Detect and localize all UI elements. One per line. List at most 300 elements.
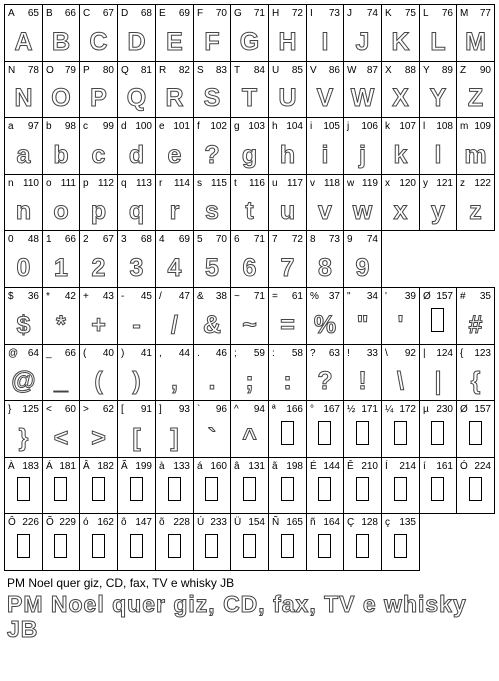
glyph-cell <box>381 400 420 458</box>
cell-char-label: " <box>347 291 351 302</box>
cell-char-label: > <box>83 404 89 415</box>
cell-char-label: u <box>272 178 278 189</box>
glyph-cell <box>4 174 43 231</box>
cell-char-label: y <box>423 178 428 189</box>
cell-code-label: 96 <box>215 404 227 415</box>
cell-char-label: 3 <box>121 234 127 245</box>
glyph-preview: y <box>431 197 445 225</box>
glyph-preview: z <box>469 197 482 225</box>
cell-code-label: 74 <box>366 234 378 245</box>
glyph-preview: ( <box>94 367 103 395</box>
glyph-cell <box>306 287 344 345</box>
glyph-preview: ? <box>204 141 220 169</box>
cell-code-label: 102 <box>210 121 227 132</box>
missing-glyph-box-icon <box>281 421 294 445</box>
cell-code-label: 59 <box>253 348 265 359</box>
cell-char-label: ° <box>310 404 314 415</box>
glyph-cell <box>456 174 495 231</box>
missing-glyph-box-icon <box>356 477 369 501</box>
cell-char-label: Ñ <box>272 517 280 528</box>
glyph-cell <box>419 344 457 401</box>
cell-char-label: L <box>423 8 429 19</box>
cell-char-label: ` <box>197 404 201 415</box>
cell-char-label: b <box>46 121 52 132</box>
glyph-preview: ) <box>132 367 141 395</box>
glyph-cell <box>419 117 457 175</box>
cell-char-label: ' <box>385 291 387 302</box>
glyph-cell <box>230 61 269 118</box>
cell-code-label: 33 <box>366 348 378 359</box>
glyph-cell <box>117 4 156 62</box>
glyph-preview: K <box>391 28 410 56</box>
cell-code-label: 182 <box>97 461 114 472</box>
cell-code-label: 135 <box>399 517 416 528</box>
glyph-cell <box>306 117 344 175</box>
cell-char-label: Ô <box>8 517 16 528</box>
cell-code-label: 147 <box>135 517 152 528</box>
cell-char-label: # <box>460 291 466 302</box>
glyph-cell <box>42 457 80 514</box>
glyph-cell <box>381 457 420 514</box>
glyph-cell <box>230 287 269 345</box>
glyph-cell <box>79 117 118 175</box>
missing-glyph-box-icon <box>318 477 331 501</box>
glyph-preview: s <box>205 197 219 225</box>
cell-char-label: M <box>460 8 469 19</box>
cell-char-label: a <box>8 121 14 132</box>
cell-code-label: 69 <box>178 8 190 19</box>
glyph-preview: Z <box>467 84 484 112</box>
missing-glyph-box-icon <box>469 421 482 445</box>
glyph-cell <box>419 61 457 118</box>
glyph-preview: } <box>18 424 29 452</box>
cell-char-label: v <box>310 178 315 189</box>
glyph-cell <box>79 287 118 345</box>
missing-glyph-box-icon <box>318 421 331 445</box>
missing-glyph-box-icon <box>394 477 407 501</box>
glyph-preview: k <box>393 141 408 169</box>
cell-char-label: H <box>272 8 280 19</box>
glyph-preview: m <box>464 141 487 169</box>
cell-char-label: À <box>8 461 15 472</box>
glyph-cell <box>79 61 118 118</box>
cell-char-label: 1 <box>46 234 52 245</box>
glyph-preview: ! <box>358 367 367 395</box>
cell-char-label: S <box>197 65 204 76</box>
glyph-cell <box>193 117 231 175</box>
cell-code-label: 66 <box>64 348 76 359</box>
glyph-cell <box>381 287 420 345</box>
cell-code-label: 86 <box>328 65 340 76</box>
cell-char-label: à <box>159 461 165 472</box>
glyph-cell <box>117 400 156 458</box>
glyph-preview: 6 <box>242 254 257 282</box>
cell-char-label: 7 <box>272 234 278 245</box>
cell-code-label: 35 <box>479 291 491 302</box>
glyph-cell <box>268 117 307 175</box>
glyph-cell <box>42 287 80 345</box>
cell-code-label: 61 <box>291 291 303 302</box>
glyph-cell <box>381 117 420 175</box>
glyph-preview: i <box>321 141 329 169</box>
cell-code-label: 123 <box>474 348 491 359</box>
cell-code-label: 64 <box>27 348 39 359</box>
cell-char-label: | <box>423 348 426 359</box>
glyph-preview: b <box>53 141 69 169</box>
glyph-cell <box>79 457 118 514</box>
glyph-cell <box>419 174 457 231</box>
cell-code-label: 117 <box>287 178 303 189</box>
cell-char-label: É <box>310 461 317 472</box>
cell-char-label: [ <box>121 404 124 415</box>
cell-char-label: \ <box>385 348 388 359</box>
glyph-cell <box>381 174 420 231</box>
cell-char-label: Ø <box>423 291 431 302</box>
missing-glyph-box-icon <box>54 534 67 558</box>
glyph-preview: o <box>53 197 69 225</box>
glyph-preview: h <box>279 141 296 169</box>
glyph-preview: ; <box>245 367 254 395</box>
glyph-preview: & <box>202 311 222 339</box>
glyph-preview: ' <box>397 311 404 339</box>
cell-code-label: 70 <box>215 8 227 19</box>
glyph-cell <box>155 344 194 401</box>
cell-char-label: N <box>8 65 16 76</box>
glyph-cell <box>4 344 43 401</box>
glyph-cell <box>42 117 80 175</box>
glyph-preview: E <box>166 28 183 56</box>
glyph-cell <box>268 287 307 345</box>
glyph-cell <box>456 400 495 458</box>
glyph-cell <box>419 400 457 458</box>
glyph-cell <box>306 61 344 118</box>
glyph-preview: c <box>91 141 106 169</box>
missing-glyph-box-icon <box>92 534 105 558</box>
cell-code-label: 62 <box>102 404 114 415</box>
glyph-preview: g <box>241 141 258 169</box>
cell-char-label: p <box>83 178 89 189</box>
cell-char-label: ó <box>83 517 89 528</box>
cell-code-label: 94 <box>253 404 265 415</box>
cell-code-label: 167 <box>323 404 340 415</box>
cell-code-label: 38 <box>215 291 227 302</box>
glyph-cell <box>4 287 43 345</box>
glyph-cell <box>343 4 382 62</box>
glyph-preview: H <box>278 28 297 56</box>
cell-char-label: ( <box>83 348 87 359</box>
glyph-preview: Q <box>126 84 147 112</box>
glyph-cell <box>117 174 156 231</box>
glyph-preview: l <box>434 141 442 169</box>
cell-char-label: Ã <box>121 461 128 472</box>
missing-glyph-box-icon <box>130 477 143 501</box>
glyph-cell <box>155 230 194 288</box>
cell-char-label: 4 <box>159 234 165 245</box>
cell-code-label: 100 <box>135 121 152 132</box>
glyph-cell <box>230 344 269 401</box>
cell-char-label: z <box>460 178 465 189</box>
cell-code-label: 48 <box>27 234 39 245</box>
missing-glyph-box-icon <box>394 421 407 445</box>
missing-glyph-box-icon <box>281 534 294 558</box>
glyph-cell <box>343 174 382 231</box>
cell-char-label: ª <box>272 404 276 415</box>
glyph-cell <box>343 457 382 514</box>
cell-code-label: 119 <box>362 178 378 189</box>
cell-char-label: B <box>46 8 53 19</box>
glyph-cell <box>456 4 495 62</box>
glyph-preview: - <box>132 311 141 339</box>
cell-code-label: 89 <box>441 65 453 76</box>
glyph-preview: M <box>465 28 486 56</box>
glyph-cell <box>306 513 344 571</box>
glyph-cell <box>381 61 420 118</box>
cell-code-label: 67 <box>102 234 114 245</box>
cell-code-label: 103 <box>248 121 265 132</box>
glyph-cell <box>42 513 80 571</box>
cell-char-label: - <box>121 291 125 302</box>
glyph-cell <box>343 344 382 401</box>
cell-char-label: ) <box>121 348 125 359</box>
glyph-cell <box>4 230 43 288</box>
cell-char-label: 8 <box>310 234 316 245</box>
cell-code-label: 44 <box>178 348 190 359</box>
cell-code-label: 60 <box>64 404 76 415</box>
glyph-cell <box>230 230 269 288</box>
cell-code-label: 214 <box>399 461 416 472</box>
glyph-cell <box>79 174 118 231</box>
glyph-preview: % <box>313 311 337 339</box>
glyph-preview: { <box>470 367 481 395</box>
cell-char-label: s <box>197 178 202 189</box>
glyph-preview: ^ <box>242 424 257 452</box>
glyph-preview: 4 <box>167 254 182 282</box>
cell-code-label: 66 <box>64 8 76 19</box>
cell-char-label: , <box>159 348 162 359</box>
cell-code-label: 157 <box>474 404 491 415</box>
glyph-cell <box>4 400 43 458</box>
cell-char-label: Â <box>83 461 90 472</box>
cell-char-label: w <box>347 178 355 189</box>
glyph-cell <box>42 61 80 118</box>
cell-char-label: r <box>159 178 163 189</box>
glyph-cell <box>230 513 269 571</box>
cell-code-label: 72 <box>291 234 303 245</box>
glyph-cell <box>456 61 495 118</box>
missing-glyph-box-icon <box>356 534 369 558</box>
glyph-preview: J <box>355 28 370 56</box>
cell-char-label: c <box>83 121 88 132</box>
cell-char-label: Ü <box>234 517 242 528</box>
sample-caption: PM Noel quer giz, CD, fax, TV e whisky JB <box>7 576 235 590</box>
glyph-preview: ~ <box>242 311 257 339</box>
cell-char-label: / <box>159 291 162 302</box>
missing-glyph-box-icon <box>318 534 331 558</box>
missing-glyph-box-icon <box>431 477 444 501</box>
glyph-cell <box>193 344 231 401</box>
cell-code-label: 80 <box>102 65 114 76</box>
cell-char-label: _ <box>46 348 52 359</box>
cell-code-label: 113 <box>136 178 152 189</box>
glyph-preview: , <box>171 367 178 395</box>
cell-code-label: 42 <box>64 291 76 302</box>
glyph-preview: Y <box>429 84 447 112</box>
cell-char-label: Í <box>385 461 388 472</box>
cell-char-label: 9 <box>347 234 353 245</box>
glyph-cell <box>155 61 194 118</box>
cell-char-label: ? <box>310 348 316 359</box>
glyph-cell <box>230 117 269 175</box>
cell-code-label: 83 <box>215 65 227 76</box>
cell-code-label: 230 <box>436 404 453 415</box>
cell-code-label: 74 <box>366 8 378 19</box>
cell-code-label: 71 <box>253 291 265 302</box>
cell-code-label: 181 <box>59 461 76 472</box>
cell-char-label: U <box>272 65 280 76</box>
cell-code-label: 162 <box>97 517 114 528</box>
cell-char-label: } <box>8 404 12 415</box>
cell-code-label: 63 <box>328 348 340 359</box>
cell-code-label: 110 <box>23 178 39 189</box>
glyph-preview: n <box>15 197 32 225</box>
cell-code-label: 73 <box>328 234 340 245</box>
cell-code-label: 87 <box>366 65 378 76</box>
cell-char-label: d <box>121 121 127 132</box>
cell-char-label: T <box>234 65 241 76</box>
cell-code-label: 228 <box>173 517 190 528</box>
missing-glyph-box-icon <box>243 534 256 558</box>
cell-code-label: 112 <box>98 178 114 189</box>
glyph-cell <box>79 4 118 62</box>
sample-text-rendered: PM Noel quer giz, CD, fax, TV e whisky JB <box>7 591 467 642</box>
cell-code-label: 98 <box>64 121 76 132</box>
glyph-cell <box>155 513 194 571</box>
glyph-preview: C <box>89 28 108 56</box>
cell-code-label: 160 <box>210 461 227 472</box>
glyph-cell <box>268 4 307 62</box>
missing-glyph-box-icon <box>394 534 407 558</box>
glyph-preview: _ <box>54 367 68 395</box>
cell-char-label: µ <box>423 404 429 415</box>
cell-char-label: I <box>310 8 313 19</box>
cell-char-label: ^ <box>234 404 239 415</box>
cell-char-label: ! <box>347 348 350 359</box>
glyph-cell <box>381 513 420 571</box>
cell-code-label: 111 <box>60 178 76 189</box>
cell-char-label: ½ <box>347 404 356 415</box>
cell-char-label: F <box>197 8 204 19</box>
glyph-cell <box>343 117 382 175</box>
glyph-preview: 7 <box>280 254 295 282</box>
cell-char-label: * <box>46 291 50 302</box>
glyph-preview: G <box>239 28 260 56</box>
cell-code-label: 72 <box>291 8 303 19</box>
cell-char-label: X <box>385 65 392 76</box>
glyph-preview: W <box>350 84 375 112</box>
cell-char-label: Y <box>423 65 430 76</box>
glyph-preview: . <box>208 367 216 395</box>
cell-code-label: 41 <box>140 348 152 359</box>
glyph-preview: R <box>165 84 184 112</box>
missing-glyph-box-icon <box>243 477 256 501</box>
glyph-cell <box>4 117 43 175</box>
cell-code-label: 107 <box>399 121 416 132</box>
cell-char-label: R <box>159 65 167 76</box>
glyph-cell <box>42 400 80 458</box>
glyph-cell <box>268 174 307 231</box>
glyph-cell <box>193 4 231 62</box>
cell-code-label: 118 <box>324 178 340 189</box>
cell-code-label: 85 <box>291 65 303 76</box>
glyph-cell <box>42 344 80 401</box>
glyph-cell <box>117 117 156 175</box>
cell-code-label: 65 <box>27 8 39 19</box>
glyph-preview: ] <box>170 424 179 452</box>
glyph-cell <box>343 230 382 288</box>
cell-code-label: 68 <box>140 8 152 19</box>
cell-code-label: 108 <box>436 121 453 132</box>
cell-char-label: g <box>234 121 240 132</box>
glyph-cell <box>343 400 382 458</box>
cell-code-label: 88 <box>404 65 416 76</box>
glyph-cell <box>419 287 457 345</box>
cell-code-label: 226 <box>22 517 39 528</box>
cell-char-label: : <box>272 348 275 359</box>
glyph-preview: X <box>392 84 409 112</box>
cell-char-label: G <box>234 8 242 19</box>
cell-code-label: 210 <box>361 461 378 472</box>
cell-char-label: Ú <box>197 517 205 528</box>
cell-code-label: 58 <box>291 348 303 359</box>
cell-code-label: 66 <box>64 234 76 245</box>
glyph-cell <box>419 457 457 514</box>
cell-code-label: 37 <box>328 291 340 302</box>
cell-code-label: 46 <box>215 348 227 359</box>
glyph-cell <box>79 400 118 458</box>
cell-code-label: 144 <box>323 461 340 472</box>
cell-char-label: % <box>310 291 319 302</box>
cell-char-label: m <box>460 121 469 132</box>
cell-code-label: 171 <box>361 404 378 415</box>
glyph-preview: " <box>356 311 369 339</box>
glyph-preview: O <box>51 84 71 112</box>
glyph-cell <box>117 513 156 571</box>
cell-char-label: P <box>83 65 90 76</box>
cell-code-label: 70 <box>215 234 227 245</box>
cell-char-label: W <box>347 65 357 76</box>
glyph-cell <box>155 174 194 231</box>
glyph-cell <box>306 400 344 458</box>
glyph-cell <box>419 4 457 62</box>
cell-code-label: 73 <box>328 8 340 19</box>
missing-glyph-box-icon <box>17 534 30 558</box>
glyph-cell <box>306 457 344 514</box>
glyph-preview: [ <box>132 424 141 452</box>
cell-code-label: 224 <box>474 461 491 472</box>
glyph-preview: r <box>169 197 180 225</box>
cell-char-label: e <box>159 121 165 132</box>
glyph-cell <box>117 457 156 514</box>
cell-char-label: Ó <box>460 461 468 472</box>
cell-char-label: C <box>83 8 91 19</box>
glyph-cell <box>79 230 118 288</box>
glyph-cell <box>268 513 307 571</box>
cell-code-label: 81 <box>140 65 152 76</box>
cell-char-label: í <box>423 461 426 472</box>
glyph-preview: + <box>91 311 106 339</box>
glyph-preview: D <box>127 28 146 56</box>
glyph-cell <box>193 513 231 571</box>
